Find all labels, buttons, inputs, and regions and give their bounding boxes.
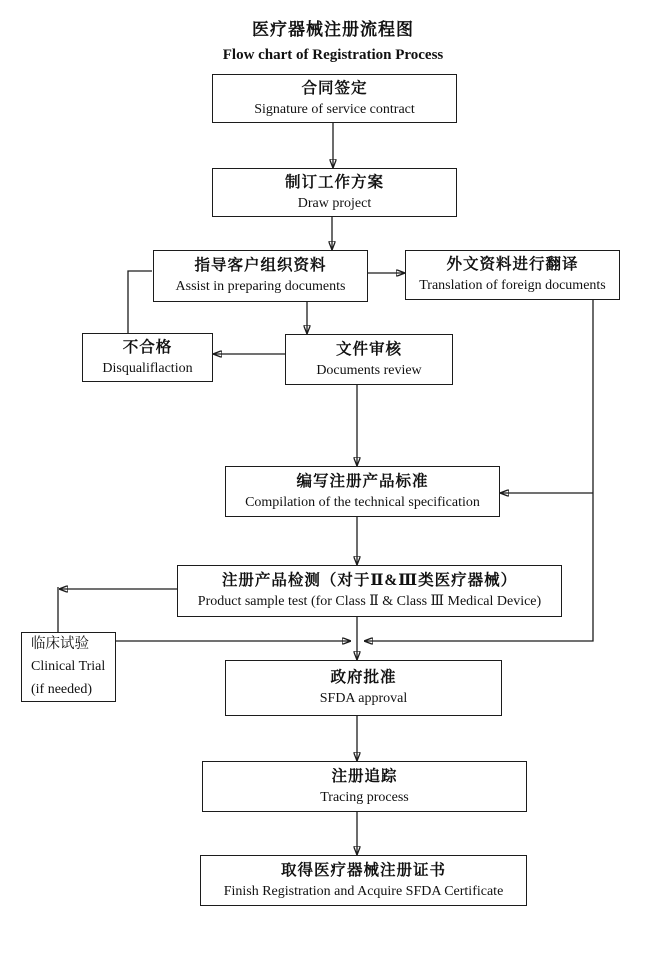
node-approval-en: SFDA approval xyxy=(319,691,408,707)
node-tracing-en: Tracing process xyxy=(320,789,409,805)
node-contract xyxy=(212,74,457,123)
node-clinical-trial-en: Clinical Trial xyxy=(31,659,106,675)
node-sample-test-en: Product sample test (for Class Ⅱ & Class Ⅲ Medical Device) xyxy=(197,594,542,610)
node-specification xyxy=(225,466,500,517)
node-contract-zh: 合同签定 xyxy=(301,79,368,97)
node-review xyxy=(285,334,453,385)
node-specification-zh: 编写注册产品标准 xyxy=(296,472,429,490)
node-disqualified-zh: 不合格 xyxy=(122,338,173,356)
node-tracing-zh: 注册追踪 xyxy=(331,767,398,785)
node-certificate xyxy=(200,855,527,906)
node-tracing xyxy=(202,761,527,812)
node-review-en: Documents review xyxy=(316,362,422,378)
node-prepare-zh: 指导客户组织资料 xyxy=(194,257,327,275)
node-certificate-en: Finish Registration and Acquire SFDA Certificate xyxy=(223,883,504,899)
node-disqualified xyxy=(82,333,213,382)
node-disqualified-en: Disqualiflaction xyxy=(102,360,193,376)
node-approval-zh: 政府批准 xyxy=(330,669,397,687)
node-project-en: Draw project xyxy=(297,195,372,211)
node-review-zh: 文件审核 xyxy=(335,340,402,358)
node-prepare xyxy=(153,250,368,302)
node-translation-zh: 外文资料进行翻译 xyxy=(446,256,579,274)
node-sample-test xyxy=(177,565,562,617)
node-project-zh: 制订工作方案 xyxy=(284,173,384,191)
node-clinical-trial-zh: 临床试验 xyxy=(31,636,89,653)
node-project xyxy=(212,168,457,217)
page-title-en: Flow chart of Registration Process xyxy=(222,47,444,63)
node-specification-en: Compilation of the technical specification xyxy=(245,494,480,510)
node-certificate-zh: 取得医疗器械注册证书 xyxy=(280,861,446,879)
node-contract-en: Signature of service contract xyxy=(254,101,415,117)
node-translation xyxy=(405,250,620,300)
page-title xyxy=(108,18,558,65)
page-title-zh: 医疗器械注册流程图 xyxy=(252,20,414,39)
connector-disqualified-back-to-prepare xyxy=(128,271,152,333)
node-prepare-en: Assist in preparing documents xyxy=(175,279,346,295)
node-sample-test-zh: 注册产品检测（对于Ⅱ&Ⅲ类医疗器械） xyxy=(221,572,518,590)
node-clinical-trial-note: (if needed) xyxy=(31,681,93,697)
node-approval xyxy=(225,660,502,716)
node-translation-en: Translation of foreign documents xyxy=(419,278,606,294)
node-clinical-trial xyxy=(21,632,116,702)
